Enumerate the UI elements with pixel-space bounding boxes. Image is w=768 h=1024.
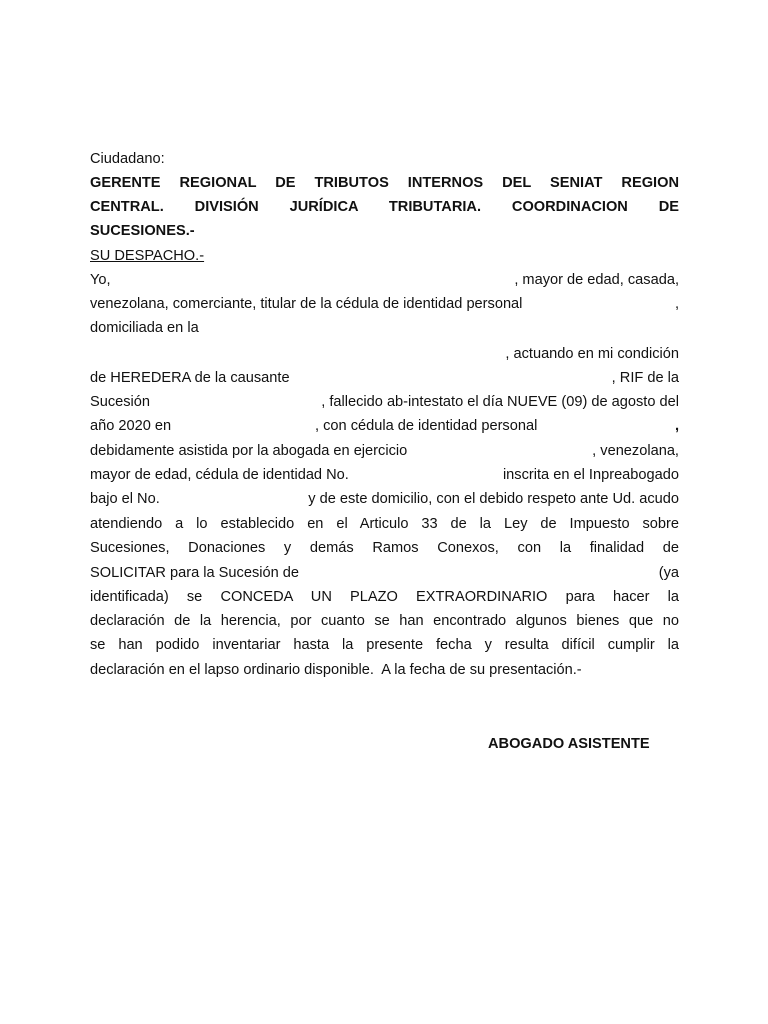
signature-label: ABOGADO ASISTENTE	[488, 736, 650, 752]
heading-line-1: GERENTE REGIONAL DE TRIBUTOS INTERNOS DEL SENIAT REGION	[90, 175, 679, 191]
body-line-9-end: inscrita en el Inpreabogado	[502, 467, 679, 483]
body-line-6-end: , fallecido ab-intestato el día NUEVE (09) de agosto del	[321, 394, 679, 410]
body-line-2-start: venezolana, comerciante, titular de la cédula de identidad personal	[90, 296, 523, 312]
body-line-7-mid: , con cédula de identidad personal	[315, 418, 538, 434]
body-line-1-end: , mayor de edad, casada,	[514, 272, 679, 288]
body-line-8-end: , venezolana,	[592, 443, 679, 459]
body-line-17: declaración en el lapso ordinario disponible. A la fecha de su presentación.-	[90, 662, 582, 678]
heading-line-3: SUCESIONES.-	[90, 223, 195, 239]
body-line-7-start: año 2020 en	[90, 418, 172, 434]
body-line-5-start: de HEREDERA de la causante	[90, 370, 290, 386]
body-line-1-start: Yo,	[90, 272, 111, 288]
body-line-11: atendiendo a lo establecido en el Articulo 33 de la Ley de Impuesto sobre	[90, 516, 679, 532]
body-line-5-end: , RIF de la	[611, 370, 679, 386]
body-line-13-start: SOLICITAR para la Sucesión de	[90, 565, 300, 581]
body-line-9-start: mayor de edad, cédula de identidad No.	[90, 467, 349, 483]
body-line-14: identificada) se CONCEDA UN PLAZO EXTRAORDINARIO para hacer la	[90, 589, 679, 605]
body-line-12: Sucesiones, Donaciones y demás Ramos Conexos, con la finalidad de	[90, 540, 679, 556]
body-line-10-start: bajo el No.	[90, 491, 160, 507]
body-line-16: se han podido inventariar hasta la presente fecha y resulta difícil cumplir la	[90, 637, 679, 653]
despacho-line: SU DESPACHO.-	[90, 248, 205, 264]
salutation: Ciudadano:	[90, 151, 165, 167]
heading-line-2: CENTRAL. DIVISIÓN JURÍDICA TRIBUTARIA. COORDINACION DE	[90, 199, 679, 215]
body-line-13-end: (ya	[658, 565, 679, 581]
body-line-3: domiciliada en la	[90, 320, 199, 336]
body-line-2-end: ,	[674, 296, 679, 312]
body-line-10-end: y de este domicilio, con el debido respeto ante Ud. acudo	[308, 491, 679, 507]
body-line-8-start: debidamente asistida por la abogada en ejercicio	[90, 443, 408, 459]
body-line-15: declaración de la herencia, por cuanto se han encontrado algunos bienes que no	[90, 613, 679, 629]
body-line-6-start: Sucesión	[90, 394, 151, 410]
body-line-4: , actuando en mi condición	[505, 346, 679, 362]
body-line-7-end: ,	[674, 418, 679, 434]
